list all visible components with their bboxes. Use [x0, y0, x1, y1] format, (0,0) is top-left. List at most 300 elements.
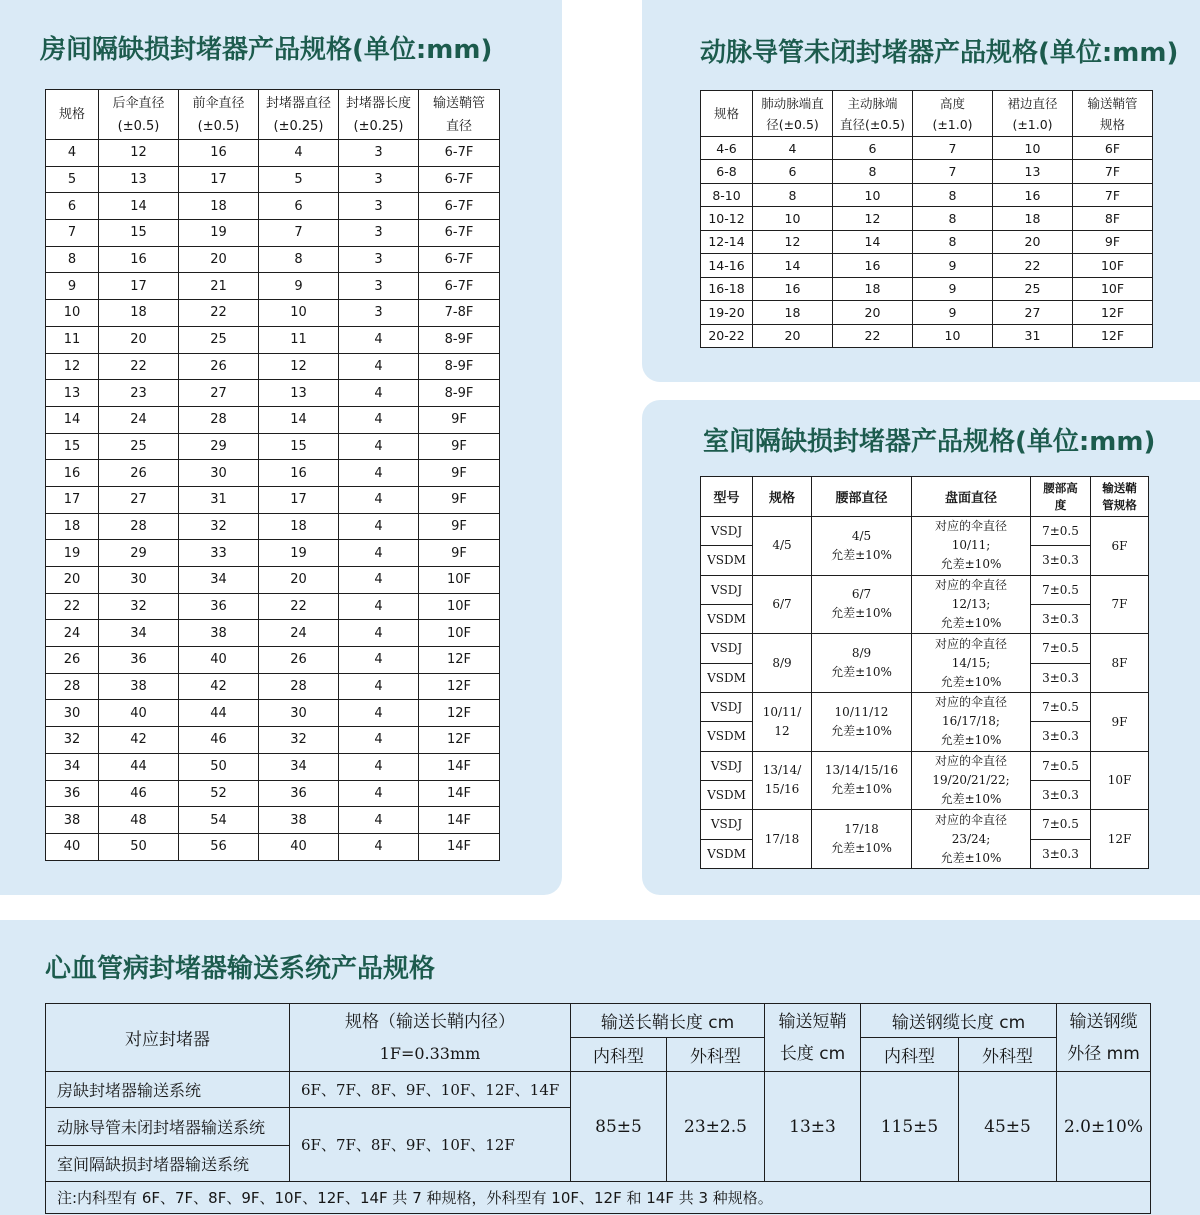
spec-cell: 34: [46, 753, 99, 780]
spec-cell: 19: [46, 540, 99, 567]
waist-diameter-cell: [812, 575, 912, 634]
waist-diameter-cell: [812, 692, 912, 751]
sheath-spec-cell: 9F: [1091, 692, 1149, 751]
disc-diameter-cell: [912, 751, 1031, 810]
spec-cell: 6-8: [701, 160, 753, 183]
spec-cell: 18: [46, 513, 99, 540]
header-line: 径(±0.5): [766, 116, 819, 132]
aortic-end-diameter-header: [833, 91, 913, 137]
table-row: [46, 673, 500, 700]
spec-line: 10/11/: [762, 704, 802, 719]
occluder-diameter-cell: 22: [259, 593, 339, 620]
front-disc-diameter-cell: 36: [179, 593, 259, 620]
disc-diameter-line: 允差±10%: [940, 557, 1002, 572]
aortic-end-diameter-cell: 18: [833, 277, 913, 300]
occluder-length-cell: 4: [339, 353, 419, 380]
height-cell: 10: [913, 324, 993, 347]
sheath-diameter-cell: 9F: [419, 486, 500, 513]
pulmonary-end-diameter-header: [753, 91, 833, 137]
sheath-spec-cell: 6F: [1091, 517, 1149, 576]
spec-header: [290, 1004, 571, 1072]
aortic-end-diameter-cell: 12: [833, 207, 913, 230]
front-disc-diameter-cell: 19: [179, 220, 259, 247]
waist-diameter-cell: [812, 517, 912, 576]
spec-cell: 14-16: [701, 254, 753, 277]
occluder-diameter-cell: 20: [259, 567, 339, 594]
spec-line: 12: [774, 723, 790, 738]
front-disc-diameter-cell: 54: [179, 807, 259, 834]
occluder-length-cell: 4: [339, 540, 419, 567]
header-line: 封堵器直径: [265, 95, 331, 111]
spec-line: 8/9: [772, 655, 792, 670]
occluder-diameter-cell: 4: [259, 140, 339, 167]
pulmonary-end-diameter-cell: 12: [753, 230, 833, 253]
spec-cell: 38: [46, 807, 99, 834]
occluder-diameter-cell: 10: [259, 300, 339, 327]
pulmonary-end-diameter-cell: 16: [753, 277, 833, 300]
sheath-diameter-cell: 8-9F: [419, 326, 500, 353]
header-line: 裙边直径: [1007, 95, 1058, 111]
sheath-diameter-cell: 6-7F: [419, 193, 500, 220]
spec-cell: 8-10: [701, 183, 753, 206]
waist-height-cell: 7±0.5: [1031, 751, 1091, 780]
header-line: (±1.0): [1012, 116, 1053, 132]
rear-disc-diameter-cell: 26: [99, 460, 179, 487]
spec-cell: 16-18: [701, 277, 753, 300]
rear-disc-diameter-cell: 28: [99, 513, 179, 540]
aortic-end-diameter-cell: 22: [833, 324, 913, 347]
occluder-length-cell: 3: [339, 246, 419, 273]
occluder-length-cell: 3: [339, 273, 419, 300]
rear-disc-diameter-cell: 14: [99, 193, 179, 220]
table-row: [46, 780, 500, 807]
system-name-cell: 动脉导管未闭封堵器输送系统: [46, 1108, 290, 1146]
delivery-table-title: 心血管病封堵器输送系统产品规格: [45, 954, 436, 984]
occluder-diameter-cell: 26: [259, 647, 339, 674]
spec-cell: [753, 810, 812, 869]
occluder-length-cell: 4: [339, 433, 419, 460]
occluder-length-cell: 3: [339, 220, 419, 247]
height-cell: 8: [913, 207, 993, 230]
waist-diameter-line: 允差±10%: [831, 841, 892, 856]
pda-spec-table: [700, 90, 1153, 348]
spec-cell: 12: [46, 353, 99, 380]
occluder-diameter-cell: 5: [259, 166, 339, 193]
rear-disc-diameter-cell: 48: [99, 807, 179, 834]
cable-internal-header: 内科型: [861, 1038, 959, 1072]
sheath-spec-cell: 12F: [1091, 810, 1149, 869]
waist-diameter-line: 允差±10%: [831, 723, 892, 738]
disc-diameter-line: 对应的伞直径: [934, 812, 1007, 827]
table-row: [46, 433, 500, 460]
pulmonary-end-diameter-cell: 10: [753, 207, 833, 230]
occluder-diameter-cell: 6: [259, 193, 339, 220]
occluder-length-cell: 4: [339, 833, 419, 860]
rear-disc-diameter-cell: 36: [99, 647, 179, 674]
header-line: 规格: [58, 107, 85, 122]
spec-cell: 15: [46, 433, 99, 460]
spec-cell: 20: [46, 567, 99, 594]
sheath-spec-cell: 12F: [1073, 301, 1153, 324]
table-row: [701, 810, 1149, 839]
disc-diameter-header: [912, 477, 1031, 517]
occluder-length-cell: 3: [339, 166, 419, 193]
occluder-diameter-cell: 30: [259, 700, 339, 727]
rear-disc-diameter-header: [99, 90, 179, 140]
skirt-diameter-cell: 25: [993, 277, 1073, 300]
spec-cell: 10-12: [701, 207, 753, 230]
sheath-diameter-cell: 9F: [419, 540, 500, 567]
model-cell: VSDJ: [701, 751, 753, 780]
spec-cell: 5: [46, 166, 99, 193]
disc-diameter-line: 允差±10%: [940, 615, 1002, 630]
front-disc-diameter-cell: 20: [179, 246, 259, 273]
sheath-spec-header: [1073, 91, 1153, 137]
spec-cell: 20-22: [701, 324, 753, 347]
height-cell: 7: [913, 137, 993, 160]
spec-cell: 13: [46, 380, 99, 407]
table-row: [46, 380, 500, 407]
rear-disc-diameter-cell: 22: [99, 353, 179, 380]
table-row: [46, 727, 500, 754]
long-sheath-surgical-header: 外科型: [667, 1038, 765, 1072]
cable-diameter-value: 2.0±10%: [1057, 1072, 1151, 1182]
rear-disc-diameter-cell: 17: [99, 273, 179, 300]
header-line: 主动脉端: [847, 95, 898, 111]
system-name-cell: 房缺封堵器输送系统: [46, 1072, 290, 1108]
skirt-diameter-cell: 20: [993, 230, 1073, 253]
asd-table-title: 房间隔缺损封堵器产品规格(单位:mm): [40, 35, 493, 65]
occluder-diameter-cell: 13: [259, 380, 339, 407]
model-cell: VSDM: [701, 780, 753, 809]
table-row: [46, 140, 500, 167]
occluder-diameter-cell: 40: [259, 833, 339, 860]
waist-diameter-line: 允差±10%: [831, 665, 892, 680]
occluder-length-cell: 4: [339, 326, 419, 353]
sheath-spec-cell: 6F: [1073, 137, 1153, 160]
spec-line: 4/5: [772, 538, 792, 553]
sheath-spec-cell: 8F: [1091, 634, 1149, 693]
skirt-diameter-cell: 31: [993, 324, 1073, 347]
waist-height-cell: 3±0.3: [1031, 604, 1091, 633]
model-cell: VSDJ: [701, 634, 753, 663]
cable-diameter-header: [1057, 1004, 1151, 1072]
sheath-diameter-cell: 9F: [419, 513, 500, 540]
pulmonary-end-diameter-cell: 18: [753, 301, 833, 324]
table-row: [46, 166, 500, 193]
disc-diameter-cell: [912, 692, 1031, 751]
occluder-diameter-header: [259, 90, 339, 140]
skirt-diameter-cell: 13: [993, 160, 1073, 183]
front-disc-diameter-cell: 52: [179, 780, 259, 807]
sheath-diameter-cell: 12F: [419, 727, 500, 754]
rear-disc-diameter-cell: 12: [99, 140, 179, 167]
spec-cell: [753, 692, 812, 751]
long-sheath-length-header: 输送长鞘长度 cm: [571, 1004, 765, 1038]
spec-cell: 22: [46, 593, 99, 620]
short-sheath-length-header: [765, 1004, 861, 1072]
waist-height-cell: 3±0.3: [1031, 780, 1091, 809]
table-row: [701, 230, 1153, 253]
table-row: [46, 807, 500, 834]
spec-cell: 17: [46, 486, 99, 513]
model-header: [701, 477, 753, 517]
occluder-diameter-cell: 17: [259, 486, 339, 513]
spec-header: [753, 477, 812, 517]
aortic-end-diameter-cell: 20: [833, 301, 913, 324]
occluder-length-cell: 4: [339, 620, 419, 647]
height-cell: 8: [913, 183, 993, 206]
occluder-diameter-cell: 11: [259, 326, 339, 353]
disc-diameter-line: 12/13;: [951, 596, 991, 611]
disc-diameter-line: 允差±10%: [940, 733, 1002, 748]
front-disc-diameter-cell: 44: [179, 700, 259, 727]
sheath-diameter-cell: 14F: [419, 807, 500, 834]
header-line: 1F=0.33mm: [379, 1043, 481, 1063]
sheath-diameter-cell: 6-7F: [419, 273, 500, 300]
waist-diameter-cell: [812, 751, 912, 810]
disc-diameter-cell: [912, 575, 1031, 634]
table-row: [46, 1072, 1151, 1108]
occluder-length-cell: 4: [339, 567, 419, 594]
sheath-diameter-cell: 10F: [419, 593, 500, 620]
height-cell: 9: [913, 277, 993, 300]
long-sheath-internal-value: 85±5: [571, 1072, 667, 1182]
header-line: 输送短鞘: [778, 1011, 847, 1032]
pulmonary-end-diameter-cell: 6: [753, 160, 833, 183]
table-row: [46, 753, 500, 780]
spec-cell: 26: [46, 647, 99, 674]
table-row: [46, 300, 500, 327]
waist-height-cell: 7±0.5: [1031, 517, 1091, 546]
cable-surgical-header: 外科型: [959, 1038, 1057, 1072]
waist-diameter-cell: [812, 810, 912, 869]
sheath-spec-cell: 7F: [1073, 183, 1153, 206]
sheath-diameter-cell: 6-7F: [419, 246, 500, 273]
front-disc-diameter-cell: 30: [179, 460, 259, 487]
sheath-diameter-cell: 12F: [419, 673, 500, 700]
disc-diameter-line: 对应的伞直径: [934, 577, 1007, 592]
waist-height-cell: 3±0.3: [1031, 839, 1091, 868]
disc-diameter-line: 23/24;: [951, 831, 991, 846]
sheath-spec-header: [1091, 477, 1149, 517]
spec-header: [701, 91, 753, 137]
table-row: [701, 517, 1149, 546]
header-line: (±1.0): [932, 116, 973, 132]
disc-diameter-line: 19/20/21/22;: [932, 772, 1010, 787]
header-line: 度: [1054, 497, 1067, 512]
table-row: [701, 137, 1153, 160]
table-row: [701, 324, 1153, 347]
header-line: 外径 mm: [1067, 1043, 1140, 1064]
header-line: 型号: [713, 491, 740, 506]
sheath-diameter-cell: 14F: [419, 753, 500, 780]
spec-line: 17/18: [764, 831, 800, 846]
front-disc-diameter-cell: 50: [179, 753, 259, 780]
spec-cell: 4: [46, 140, 99, 167]
disc-diameter-cell: [912, 810, 1031, 869]
rear-disc-diameter-cell: 38: [99, 673, 179, 700]
header-line: 规格: [768, 491, 795, 506]
table-row: [701, 751, 1149, 780]
table-row: [46, 567, 500, 594]
waist-height-cell: 7±0.5: [1031, 810, 1091, 839]
sheath-diameter-cell: 6-7F: [419, 220, 500, 247]
long-sheath-internal-header: 内科型: [571, 1038, 667, 1072]
spec-cell: 16: [46, 460, 99, 487]
rear-disc-diameter-cell: 15: [99, 220, 179, 247]
front-disc-diameter-cell: 29: [179, 433, 259, 460]
spec-cell: 32: [46, 727, 99, 754]
sheath-diameter-cell: 14F: [419, 780, 500, 807]
header-line: 输送鞘管: [432, 95, 485, 111]
occluder-diameter-cell: 8: [259, 246, 339, 273]
table-row: [46, 647, 500, 674]
occluder-length-cell: 4: [339, 673, 419, 700]
height-cell: 7: [913, 160, 993, 183]
sheath-spec-cell: 7F: [1091, 575, 1149, 634]
spec-cell: 30: [46, 700, 99, 727]
sheath-diameter-cell: 10F: [419, 567, 500, 594]
sheath-spec-cell: 8F: [1073, 207, 1153, 230]
front-disc-diameter-cell: 46: [179, 727, 259, 754]
header-line: (±0.25): [353, 118, 404, 134]
spec-cell: 36: [46, 780, 99, 807]
occluder-length-cell: 4: [339, 647, 419, 674]
front-disc-diameter-cell: 31: [179, 486, 259, 513]
aortic-end-diameter-cell: 16: [833, 254, 913, 277]
spec-cell: 40: [46, 833, 99, 860]
table-row: [46, 326, 500, 353]
front-disc-diameter-cell: 42: [179, 673, 259, 700]
system-spec-cell: 6F、7F、8F、9F、10F、12F: [290, 1108, 571, 1182]
table-row: [46, 833, 500, 860]
occluder-length-cell: 4: [339, 486, 419, 513]
table-row: [46, 220, 500, 247]
pulmonary-end-diameter-cell: 8: [753, 183, 833, 206]
rear-disc-diameter-cell: 32: [99, 593, 179, 620]
occluder-diameter-cell: 16: [259, 460, 339, 487]
header-line: (±0.25): [273, 118, 324, 134]
header-line: 直径: [445, 118, 472, 134]
height-cell: 9: [913, 301, 993, 324]
front-disc-diameter-cell: 21: [179, 273, 259, 300]
rear-disc-diameter-cell: 24: [99, 406, 179, 433]
header-line: 腰部高: [1043, 480, 1078, 495]
waist-diameter-line: 允差±10%: [831, 606, 892, 621]
occluder-diameter-cell: 18: [259, 513, 339, 540]
sheath-diameter-cell: 12F: [419, 700, 500, 727]
disc-diameter-line: 对应的伞直径: [934, 753, 1007, 768]
waist-diameter-line: 13/14/15/16: [824, 763, 899, 778]
model-cell: VSDM: [701, 663, 753, 692]
waist-height-cell: 7±0.5: [1031, 575, 1091, 604]
header-line: 长度 cm: [779, 1043, 846, 1064]
table-row: [46, 353, 500, 380]
system-name-cell: 室间隔缺损封堵器输送系统: [46, 1146, 290, 1182]
waist-diameter-cell: [812, 634, 912, 693]
front-disc-diameter-cell: 27: [179, 380, 259, 407]
rear-disc-diameter-cell: 27: [99, 486, 179, 513]
disc-diameter-line: 对应的伞直径: [934, 519, 1007, 534]
front-disc-diameter-cell: 18: [179, 193, 259, 220]
disc-diameter-line: 对应的伞直径: [934, 695, 1007, 710]
spec-cell: 8: [46, 246, 99, 273]
rear-disc-diameter-cell: 46: [99, 780, 179, 807]
spec-cell: 11: [46, 326, 99, 353]
model-cell: VSDJ: [701, 575, 753, 604]
disc-diameter-line: 允差±10%: [940, 674, 1002, 689]
header-line: 肺动脉端直: [761, 95, 824, 111]
spec-cell: 7: [46, 220, 99, 247]
pda-table-title: 动脉导管未闭封堵器产品规格(单位:mm): [700, 38, 1179, 68]
header-line: 规格: [1099, 116, 1125, 132]
spec-cell: [753, 575, 812, 634]
spec-cell: 19-20: [701, 301, 753, 324]
model-cell: VSDM: [701, 546, 753, 575]
rear-disc-diameter-cell: 42: [99, 727, 179, 754]
height-cell: 9: [913, 254, 993, 277]
occluder-length-cell: 4: [339, 380, 419, 407]
rear-disc-diameter-cell: 20: [99, 326, 179, 353]
waist-height-cell: 3±0.3: [1031, 663, 1091, 692]
occluder-length-cell: 4: [339, 593, 419, 620]
occluder-length-cell: 3: [339, 193, 419, 220]
spec-cell: 6: [46, 193, 99, 220]
occluder-length-cell: 4: [339, 727, 419, 754]
model-cell: VSDJ: [701, 517, 753, 546]
table-row: [701, 277, 1153, 300]
model-cell: VSDJ: [701, 810, 753, 839]
occluder-length-cell: 4: [339, 406, 419, 433]
waist-diameter-line: 允差±10%: [831, 547, 892, 562]
header-line: 后伞直径: [112, 95, 165, 111]
sheath-spec-cell: 10F: [1073, 254, 1153, 277]
skirt-diameter-cell: 27: [993, 301, 1073, 324]
front-disc-diameter-cell: 25: [179, 326, 259, 353]
front-disc-diameter-cell: 40: [179, 647, 259, 674]
aortic-end-diameter-cell: 6: [833, 137, 913, 160]
occluder-length-cell: 3: [339, 140, 419, 167]
header-line: 高度: [939, 95, 965, 111]
pulmonary-end-diameter-cell: 14: [753, 254, 833, 277]
sheath-diameter-cell: 9F: [419, 406, 500, 433]
rear-disc-diameter-cell: 13: [99, 166, 179, 193]
sheath-spec-cell: 9F: [1073, 230, 1153, 253]
waist-diameter-line: 6/7: [851, 587, 872, 602]
rear-disc-diameter-cell: 29: [99, 540, 179, 567]
height-header: [913, 91, 993, 137]
front-disc-diameter-header: [179, 90, 259, 140]
front-disc-diameter-cell: 17: [179, 166, 259, 193]
skirt-diameter-cell: 16: [993, 183, 1073, 206]
table-row: [46, 460, 500, 487]
skirt-diameter-header: [993, 91, 1073, 137]
table-row: [701, 634, 1149, 663]
aortic-end-diameter-cell: 8: [833, 160, 913, 183]
asd-spec-table: [45, 89, 500, 861]
disc-diameter-line: 16/17/18;: [942, 714, 1000, 729]
occluder-length-cell: 4: [339, 460, 419, 487]
cable-length-header: 输送钢缆长度 cm: [861, 1004, 1057, 1038]
waist-height-cell: 7±0.5: [1031, 634, 1091, 663]
rear-disc-diameter-cell: 18: [99, 300, 179, 327]
spec-cell: [753, 517, 812, 576]
rear-disc-diameter-cell: 25: [99, 433, 179, 460]
spec-cell: 4-6: [701, 137, 753, 160]
occluder-diameter-cell: 32: [259, 727, 339, 754]
occluder-diameter-cell: 9: [259, 273, 339, 300]
